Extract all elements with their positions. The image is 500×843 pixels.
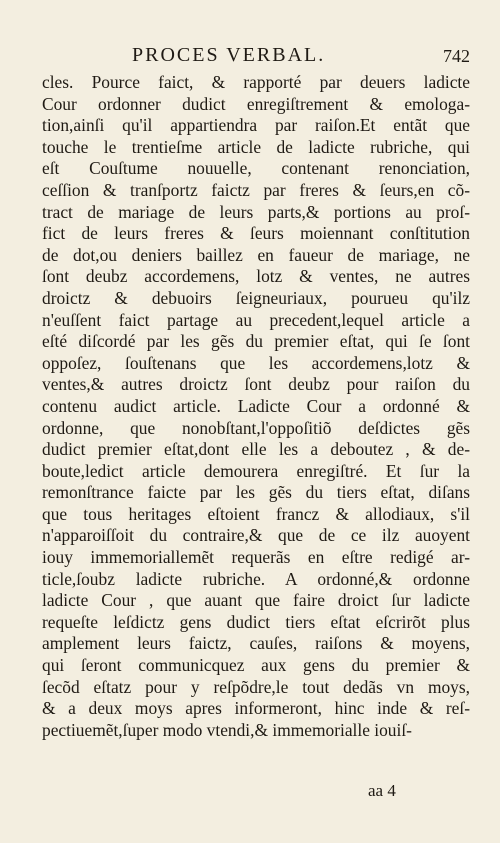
text-line: ordonne, que nonobſtant,l'oppoſitiõ deſdictes gẽs [42,417,470,438]
text-line: remonſtrance faicte par les gẽs du tiers eſtat, diſans [42,482,470,503]
text-line: pectiuemẽt,ſuper modo vtendi,& immemorialle iouiſ- [42,719,412,740]
text-line: ſont deubz accordemens, lotz & ventes, ne autres [42,266,470,287]
text-line: dudict premier eſtat,dont elle les a deboutez , & de- [42,439,470,460]
text-line: eſté diſcordé par les gẽs du premier eſtat, qui ſe ſont [42,331,470,352]
text-line: qui ſeront communicquez aux gens du premier & [42,655,470,676]
text-line: de dot,ou deniers baillez en faueur de mariage, ne [42,244,470,265]
text-line: ſecõd eſtatz pour y reſpõdre,le tout dedãs vn moys, [42,676,470,697]
text-line: eſt Couſtume nouuelle, contenant renonciation, [42,158,470,179]
text-line: n'euſſent faict partage au precedent,lequel article a [42,309,470,330]
text-line: que tous heritages eſtoient francz & allodiaux, s'il [42,503,470,524]
text-line: ceſſion & tranſportz faictz par freres & ſeurs,en cõ- [42,179,470,200]
running-title: PROCES VERBAL. [132,44,326,66]
text-line: & a deux moys apres informeront, hinc inde & reſ- [42,698,470,719]
signature-mark: aa 4 [368,781,396,800]
text-line: Cour ordonner dudict enregiſtrement & emologa- [42,93,470,114]
text-line: ladicte Cour , que auant que faire droict ſur ladicte [42,590,470,611]
text-line: amplement leurs faictz, cauſes, raiſons & moyens, [42,633,470,654]
page-number: 742 [443,46,470,66]
text-line: boute,ledict article demourera enregiſtré. Et ſur la [42,460,470,481]
text-line: touche le trentieſme article de ladicte rubriche, qui [42,136,470,157]
text-line: requeſte leſdictz gens dudict tiers eſtat eſcrirõt plus [42,611,470,632]
text-line: cles. Pource faict, & rapporté par deuers ladicte [42,72,470,92]
page-header [100,44,470,72]
text-line: oppoſez, ſouſtenans que les accordemens,lotz & [42,352,470,373]
body-text [42,72,470,741]
text-line: fict de leurs freres & ſeurs moiennant conſtitution [42,223,470,244]
text-line: ventes,& autres droictz ſont deubz pour raiſon du [42,374,470,395]
text-line: tion,ainſi qu'il appartiendra par raiſon.Et entãt que [42,115,470,136]
text-line: contenu audict article. Ladicte Cour a ordonné & [42,395,470,416]
text-line: droictz & debuoirs ſeigneuriaux, pourueu qu'ilz [42,287,470,308]
text-line: iouy immemoriallemẽt requerãs en eſtre redigé ar- [42,547,470,568]
text-line: n'apparoiſſoit du contraire,& que de ce ilz auoyent [42,525,470,546]
text-line: tract de mariage de leurs parts,& portions au proſ- [42,201,470,222]
text-line: ticle,ſoubz ladicte rubriche. A ordonné,& ordonne [42,568,470,589]
